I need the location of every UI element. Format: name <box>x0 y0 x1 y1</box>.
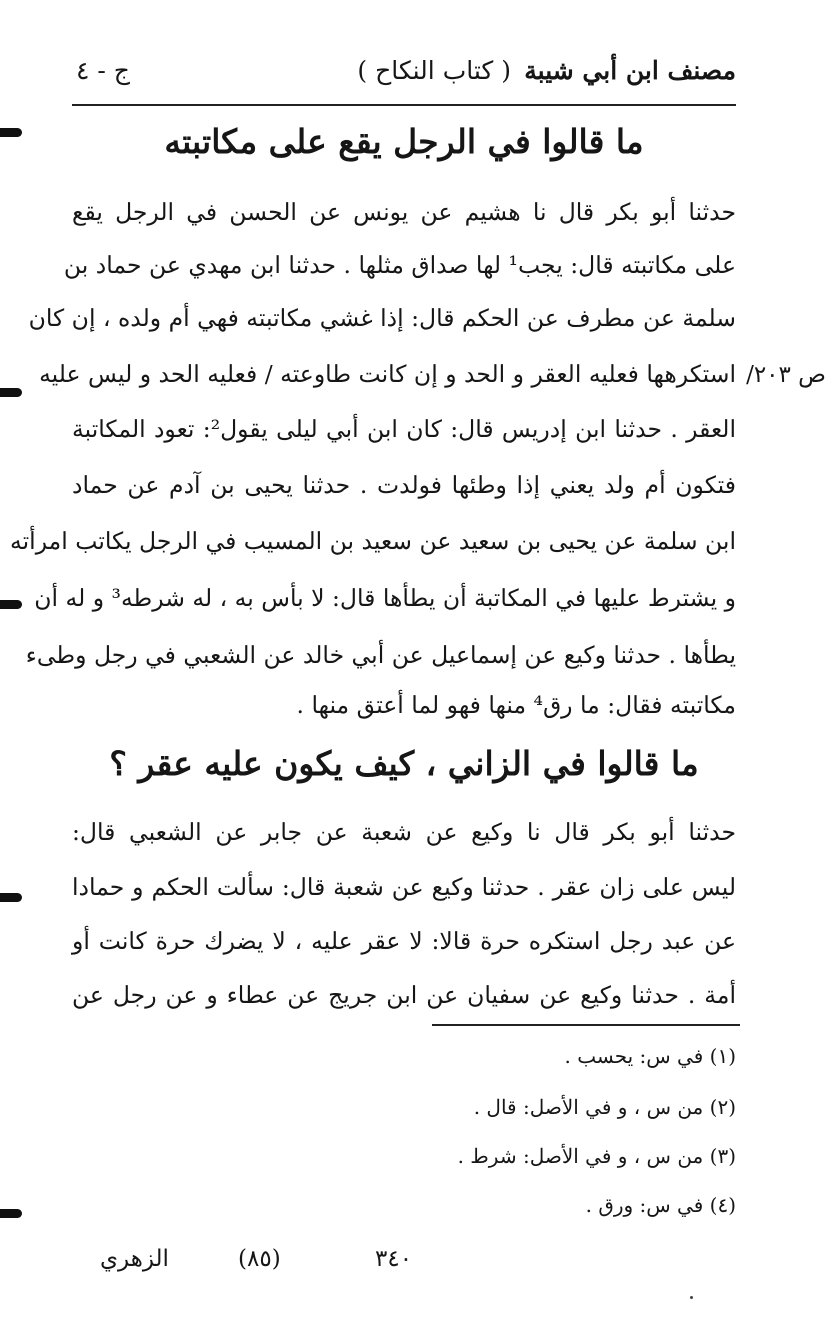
binding-punch-mark <box>0 128 22 137</box>
margin-page-reference: ص ٢٠٣/ <box>746 362 826 388</box>
binding-punch-mark <box>0 893 22 902</box>
volume-number: ج - ٤ <box>76 56 130 85</box>
binding-punch-mark <box>0 1209 22 1218</box>
footnote: (٢) من س ، و في الأصل: قال . <box>473 1095 736 1119</box>
text-line: أمة . حدثنا وكيع عن سفيان عن ابن جريج عن عطاء و عن رجل عن <box>72 981 736 1009</box>
text-line: عن عبد رجل استكره حرة قالا: لا عقر عليه ، لا يضرك حرة كانت أو <box>72 927 736 955</box>
binding-punch-mark <box>0 388 22 397</box>
section-heading-2: ما قالوا في الزاني ، كيف يكون عليه عقر ؟ <box>109 744 699 783</box>
sheet-number: (٨٥) <box>238 1246 281 1272</box>
header-rule <box>72 104 736 106</box>
chapter-title: ( كتاب النكاح ) <box>357 56 511 85</box>
text-line: العقر . حدثنا ابن إدريس قال: كان ابن أبي ليلى يقول²: تعود المكاتبة <box>72 415 736 443</box>
text-line: ابن سلمة عن يحيى بن سعيد عن سعيد بن المسيب في الرجل يكاتب امرأته <box>10 527 736 555</box>
text-line: سلمة عن مطرف عن الحكم قال: إذا غشي مكاتبته فهي أم ولده ، إن كان <box>28 304 736 332</box>
text-line: على مكاتبته قال: يجب¹ لها صداق مثلها . حدثنا ابن مهدي عن حماد بن <box>63 251 736 279</box>
text-line: حدثنا أبو بكر قال نا وكيع عن شعبة عن جابر عن الشعبي قال: <box>72 818 736 846</box>
text-line: و يشترط عليها في المكاتبة أن يطأها قال: لا بأس به ، له شرطه³ و له أن <box>34 584 736 612</box>
footnote-rule <box>432 1024 740 1026</box>
text-line: ليس على زان عقر . حدثنا وكيع عن شعبة قال: سألت الحكم و حمادا <box>72 873 736 901</box>
text-line: فتكون أم ولد يعني إذا وطئها فولدت . حدثنا يحيى بن آدم عن حماد <box>72 471 736 499</box>
text-line: مكاتبته فقال: ما رق⁴ منها فهو لما أعتق منها . <box>296 691 736 719</box>
text-line: يطأها . حدثنا وكيع عن إسماعيل عن أبي خالد عن الشعبي في رجل وطىء <box>25 641 736 669</box>
running-header <box>72 56 736 96</box>
footnote: (١) في س: يحسب . <box>564 1044 736 1068</box>
text-line: استكرهها فعليه العقر و الحد و إن كانت طاوعته / فعليه الحد و ليس عليه <box>39 360 736 388</box>
section-heading-1: ما قالوا في الرجل يقع على مكاتبته <box>164 122 644 161</box>
page-number: ٣٤٠ <box>375 1246 413 1272</box>
footnote: (٣) من س ، و في الأصل: شرط . <box>457 1144 736 1168</box>
book-title: مصنف ابن أبي شيبة <box>524 56 736 85</box>
text-line: حدثنا أبو بكر قال نا هشيم عن يونس عن الحسن في الرجل يقع <box>72 198 736 226</box>
scan-speck <box>690 1296 693 1299</box>
press-mark: الزهري <box>100 1246 169 1272</box>
binding-punch-mark <box>0 600 22 609</box>
footnote: (٤) في س: ورق . <box>585 1193 736 1217</box>
